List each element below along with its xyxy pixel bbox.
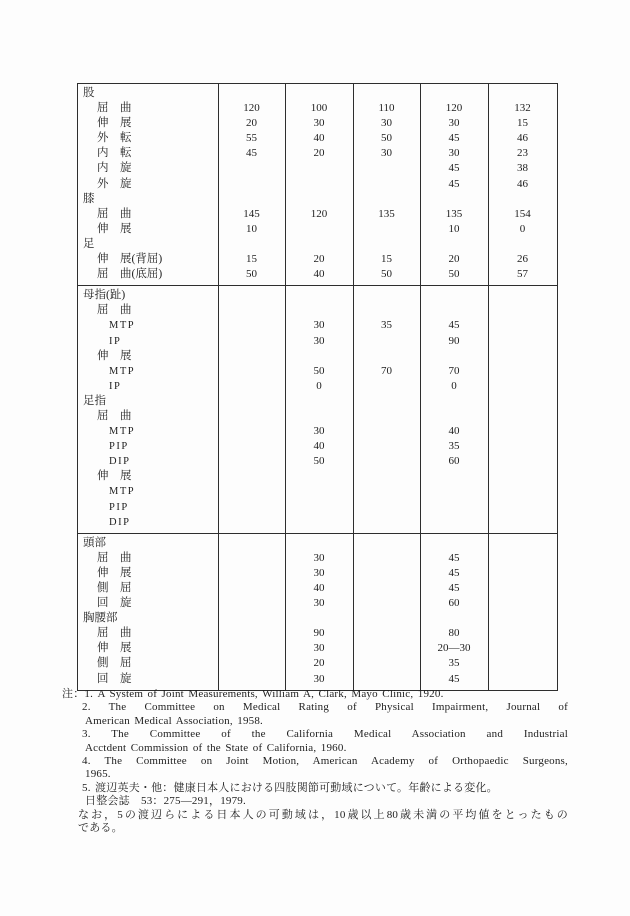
- value-cell: [420, 611, 488, 626]
- joint-rom-table: [77, 83, 558, 691]
- value-cell: 45: [448, 132, 460, 145]
- value-cell: 35: [448, 440, 460, 453]
- table-row: [78, 500, 557, 515]
- value-cell: [285, 86, 353, 101]
- value-cell: [488, 454, 557, 469]
- value-cell: [218, 349, 285, 364]
- value-cell: [353, 469, 420, 484]
- table-row: [78, 288, 557, 303]
- value-cell: [420, 409, 488, 424]
- value-cell: [353, 672, 420, 687]
- value-cell: [488, 288, 557, 303]
- value-cell: [218, 515, 285, 530]
- value-cell: [218, 318, 285, 333]
- value-cell: 30: [313, 672, 325, 685]
- value-cell: 50: [246, 268, 257, 281]
- footnote-line: 5. 渡辺英夫・他：健康日本人における四肢関節可動域について。年齢による変化。: [82, 781, 498, 794]
- value-cell: [488, 500, 557, 515]
- value-cell: [218, 439, 285, 454]
- value-cell: [353, 86, 420, 101]
- table-row: [78, 161, 557, 176]
- row-label: 回 旋: [97, 672, 132, 685]
- table-row: [78, 672, 557, 687]
- value-cell: [488, 318, 557, 333]
- value-cell: 20: [246, 117, 257, 130]
- value-cell: 45: [246, 147, 257, 160]
- footnote-line: 注：1. A System of Joint Measurements, William A, Clark, Mayo Clinic, 1920.: [62, 688, 444, 700]
- value-cell: 40: [448, 425, 460, 438]
- value-cell: [420, 86, 488, 101]
- value-cell: 132: [514, 102, 531, 115]
- value-cell: 46: [517, 177, 528, 190]
- value-cell: [488, 536, 557, 551]
- table-row: [78, 222, 557, 237]
- value-cell: [218, 641, 285, 656]
- value-cell: 30: [448, 147, 460, 160]
- table-row: [78, 267, 557, 282]
- value-cell: 30: [448, 117, 460, 130]
- value-cell: [218, 626, 285, 641]
- row-label: 屈 曲: [97, 304, 132, 317]
- value-cell: 30: [381, 147, 392, 160]
- value-cell: 40: [313, 440, 325, 453]
- table-row: [78, 424, 557, 439]
- value-cell: 120: [310, 207, 328, 220]
- value-cell: [218, 424, 285, 439]
- row-label: IP: [109, 335, 122, 347]
- table-row: [78, 641, 557, 656]
- value-cell: [353, 536, 420, 551]
- table-row: [78, 146, 557, 161]
- value-cell: [218, 581, 285, 596]
- value-cell: [218, 394, 285, 409]
- value-cell: [353, 424, 420, 439]
- value-cell: [353, 192, 420, 207]
- value-cell: [420, 237, 488, 252]
- value-cell: 120: [243, 102, 260, 115]
- value-cell: 50: [381, 268, 392, 281]
- value-cell: 20: [448, 253, 460, 266]
- value-cell: 20—30: [437, 642, 471, 655]
- row-label: MTP: [109, 426, 136, 438]
- value-cell: 30: [313, 334, 325, 347]
- row-label: DIP: [109, 456, 131, 468]
- table-section-head-trunk: [78, 533, 557, 690]
- value-cell: [218, 379, 285, 394]
- value-cell: 38: [517, 162, 528, 175]
- row-label: 伸 展: [97, 642, 132, 655]
- value-cell: [488, 424, 557, 439]
- value-cell: [488, 379, 557, 394]
- value-cell: 26: [517, 253, 528, 266]
- row-label: 外 旋: [97, 177, 132, 190]
- value-cell: 30: [313, 425, 325, 438]
- value-cell: [218, 500, 285, 515]
- value-cell: [488, 672, 557, 687]
- table-column-divider: [353, 84, 354, 690]
- footnote-line: なお，5の渡辺らによる日本人の可動域は，10歳以上80歳未満の平均値をとったもの: [78, 808, 568, 821]
- value-cell: [488, 611, 557, 626]
- value-cell: 57: [517, 268, 528, 281]
- row-label: 外 転: [97, 132, 132, 145]
- row-label: 側 屈: [97, 582, 132, 594]
- value-cell: [218, 303, 285, 318]
- table-row: [78, 349, 557, 364]
- value-cell: 30: [313, 319, 325, 332]
- value-cell: [353, 177, 420, 192]
- table-row: [78, 131, 557, 146]
- value-cell: 40: [313, 582, 325, 594]
- value-cell: [285, 177, 353, 192]
- table-row: [78, 303, 557, 318]
- value-cell: [353, 394, 420, 409]
- value-cell: [218, 237, 285, 252]
- table-row: [78, 192, 557, 207]
- value-cell: [353, 349, 420, 364]
- value-cell: [285, 394, 353, 409]
- value-cell: [353, 641, 420, 656]
- value-cell: 145: [243, 207, 260, 220]
- table-row: [78, 656, 557, 671]
- table-row: [78, 484, 557, 499]
- value-cell: [285, 192, 353, 207]
- value-cell: [420, 469, 488, 484]
- value-cell: 0: [451, 379, 457, 392]
- value-cell: 20: [313, 147, 325, 160]
- row-label: MTP: [109, 320, 136, 332]
- row-label: 膝: [83, 192, 95, 205]
- value-cell: [488, 303, 557, 318]
- table-column-divider: [488, 84, 489, 690]
- value-cell: [353, 484, 420, 499]
- value-cell: 40: [313, 268, 325, 281]
- value-cell: 20: [313, 657, 325, 670]
- value-cell: 0: [519, 222, 526, 235]
- value-cell: [285, 484, 353, 499]
- table-column-divider: [420, 84, 421, 690]
- table-row: [78, 379, 557, 394]
- value-cell: [353, 409, 420, 424]
- value-cell: [218, 192, 285, 207]
- value-cell: [353, 551, 420, 566]
- table-row: [78, 566, 557, 581]
- value-cell: [488, 409, 557, 424]
- value-cell: 45: [448, 551, 460, 564]
- row-label: 伸 展: [97, 470, 132, 483]
- value-cell: 30: [313, 117, 325, 130]
- row-label: 内 転: [97, 147, 132, 160]
- row-label: 屈 曲: [97, 207, 132, 220]
- value-cell: [488, 581, 557, 596]
- value-cell: [353, 656, 420, 671]
- value-cell: 20: [313, 253, 325, 266]
- value-cell: [285, 303, 353, 318]
- table-row: [78, 454, 557, 469]
- value-cell: 30: [313, 597, 325, 610]
- value-cell: 35: [381, 319, 392, 332]
- row-label: 伸 展: [97, 117, 132, 130]
- row-label: DIP: [109, 516, 131, 528]
- value-cell: 30: [381, 117, 392, 130]
- value-cell: 90: [313, 627, 325, 640]
- value-cell: [353, 379, 420, 394]
- row-label: 母指(趾): [83, 289, 126, 302]
- value-cell: [488, 641, 557, 656]
- table-row: [78, 334, 557, 349]
- value-cell: [218, 611, 285, 626]
- row-label: MTP: [109, 365, 136, 377]
- value-cell: [488, 192, 557, 207]
- value-cell: [218, 454, 285, 469]
- value-cell: 110: [378, 102, 395, 115]
- value-cell: [285, 536, 353, 551]
- value-cell: [218, 469, 285, 484]
- table-row: [78, 626, 557, 641]
- row-label: 頭部: [83, 536, 106, 549]
- value-cell: [488, 656, 557, 671]
- value-cell: [218, 596, 285, 611]
- value-cell: [218, 484, 285, 499]
- value-cell: [218, 656, 285, 671]
- row-label: 回 旋: [97, 597, 132, 610]
- value-cell: [488, 364, 557, 379]
- value-cell: 35: [448, 657, 460, 670]
- row-label: PIP: [109, 501, 129, 513]
- value-cell: 60: [448, 597, 460, 610]
- value-cell: 30: [313, 566, 325, 579]
- table-row: [78, 237, 557, 252]
- value-cell: [420, 484, 488, 499]
- footnote-line: American Medical Association, 1958.: [85, 714, 263, 727]
- value-cell: [353, 237, 420, 252]
- value-cell: 90: [448, 334, 460, 347]
- value-cell: 23: [517, 147, 528, 160]
- value-cell: [488, 349, 557, 364]
- value-cell: 80: [448, 627, 460, 640]
- value-cell: [218, 364, 285, 379]
- value-cell: 15: [381, 253, 392, 266]
- value-cell: [218, 566, 285, 581]
- value-cell: [218, 177, 285, 192]
- table-section-hip-knee-foot: [78, 84, 557, 285]
- value-cell: [353, 500, 420, 515]
- table-column-divider: [285, 84, 286, 690]
- row-label: PIP: [109, 441, 129, 453]
- value-cell: [488, 551, 557, 566]
- value-cell: 15: [517, 117, 528, 130]
- value-cell: 45: [448, 177, 460, 190]
- value-cell: 50: [313, 455, 325, 468]
- row-label: 伸 展: [97, 566, 132, 579]
- value-cell: [353, 454, 420, 469]
- value-cell: [285, 409, 353, 424]
- table-row: [78, 177, 557, 192]
- value-cell: 154: [514, 207, 531, 220]
- value-cell: [488, 334, 557, 349]
- table-row: [78, 611, 557, 626]
- row-label: 伸 展(背屈): [97, 253, 163, 266]
- value-cell: [353, 334, 420, 349]
- value-cell: 15: [246, 253, 257, 266]
- row-label: 胸腰部: [83, 612, 118, 625]
- value-cell: [353, 222, 420, 237]
- table-row: [78, 469, 557, 484]
- row-label: 屈 曲: [97, 102, 132, 115]
- value-cell: 10: [246, 222, 257, 235]
- table-row: [78, 394, 557, 409]
- value-cell: [353, 626, 420, 641]
- table-row: [78, 581, 557, 596]
- value-cell: 100: [310, 102, 328, 115]
- value-cell: [353, 596, 420, 611]
- row-label: 側 屈: [97, 657, 132, 670]
- value-cell: 45: [448, 319, 460, 332]
- value-cell: 135: [378, 207, 395, 220]
- value-cell: [353, 439, 420, 454]
- value-cell: [218, 672, 285, 687]
- value-cell: 45: [448, 582, 460, 594]
- value-cell: [420, 394, 488, 409]
- footnote-line: 日整会誌 53：275—291，1979.: [85, 795, 246, 808]
- value-cell: [353, 288, 420, 303]
- row-label: 内 旋: [97, 162, 132, 175]
- value-cell: 55: [246, 132, 257, 145]
- value-cell: [488, 86, 557, 101]
- value-cell: 135: [445, 207, 463, 220]
- value-cell: [218, 161, 285, 176]
- value-cell: [218, 288, 285, 303]
- value-cell: [218, 334, 285, 349]
- value-cell: [488, 626, 557, 641]
- value-cell: 120: [445, 102, 463, 115]
- table-section-toes: [78, 285, 557, 533]
- table-row: [78, 364, 557, 379]
- table-row: [78, 596, 557, 611]
- table-row: [78, 409, 557, 424]
- value-cell: [488, 566, 557, 581]
- value-cell: [420, 536, 488, 551]
- value-cell: 70: [381, 364, 392, 377]
- value-cell: [488, 439, 557, 454]
- value-cell: 45: [448, 672, 460, 685]
- value-cell: [285, 611, 353, 626]
- value-cell: [353, 611, 420, 626]
- table-row: [78, 551, 557, 566]
- footnote-line: 1965.: [85, 768, 111, 781]
- value-cell: [353, 515, 420, 530]
- footnotes: [62, 688, 568, 835]
- value-cell: 45: [448, 566, 460, 579]
- row-label: 屈 曲: [97, 551, 132, 564]
- value-cell: 0: [316, 379, 322, 392]
- row-label: 屈 曲: [97, 409, 132, 422]
- value-cell: [285, 469, 353, 484]
- value-cell: [285, 222, 353, 237]
- row-label: 伸 展: [97, 349, 132, 362]
- value-cell: [218, 409, 285, 424]
- value-cell: [420, 500, 488, 515]
- value-cell: [488, 596, 557, 611]
- table-row: [78, 536, 557, 551]
- value-cell: [488, 394, 557, 409]
- value-cell: 46: [517, 132, 528, 145]
- value-cell: [285, 349, 353, 364]
- table-row: [78, 439, 557, 454]
- footnote-line: Acctdent Commission of the State of California, 1960.: [85, 741, 347, 754]
- row-label: 屈 曲(底屈): [97, 268, 163, 281]
- value-cell: [218, 86, 285, 101]
- row-label: 足指: [83, 394, 106, 407]
- value-cell: [420, 303, 488, 318]
- value-cell: [353, 303, 420, 318]
- value-cell: [285, 237, 353, 252]
- table-row: [78, 101, 557, 116]
- value-cell: 30: [313, 642, 325, 655]
- footnote-line: 3. The Committee of the California Medical Association and Industrial: [82, 728, 568, 741]
- value-cell: 50: [381, 132, 392, 145]
- footnote-line: 4. The Committee on Joint Motion, American Academy of Orthopaedic Surgeons,: [82, 755, 568, 768]
- value-cell: [285, 515, 353, 530]
- value-cell: 30: [313, 551, 325, 564]
- value-cell: [353, 161, 420, 176]
- value-cell: 50: [313, 364, 325, 377]
- table-row: [78, 207, 557, 222]
- row-label: 足: [83, 237, 95, 250]
- table-column-divider: [218, 84, 219, 690]
- footnote-line: 2. The Committee on Medical Rating of Physical Impairment, Journal of: [82, 701, 568, 714]
- value-cell: 50: [448, 268, 460, 281]
- row-label: 股: [83, 87, 95, 99]
- table-row: [78, 515, 557, 530]
- value-cell: [488, 237, 557, 252]
- value-cell: [285, 161, 353, 176]
- value-cell: [285, 500, 353, 515]
- value-cell: 70: [448, 364, 460, 377]
- table-row: [78, 318, 557, 333]
- value-cell: [488, 484, 557, 499]
- row-label: 屈 曲: [97, 627, 132, 640]
- row-label: 伸 展: [97, 222, 132, 235]
- value-cell: [420, 349, 488, 364]
- value-cell: [488, 515, 557, 530]
- value-cell: 40: [313, 132, 325, 145]
- value-cell: 45: [448, 162, 460, 175]
- table-row: [78, 252, 557, 267]
- row-label: MTP: [109, 486, 136, 498]
- value-cell: [353, 566, 420, 581]
- value-cell: 60: [448, 455, 460, 468]
- value-cell: [218, 536, 285, 551]
- row-label: IP: [109, 380, 122, 392]
- value-cell: [353, 581, 420, 596]
- value-cell: [420, 515, 488, 530]
- value-cell: [285, 288, 353, 303]
- value-cell: [420, 288, 488, 303]
- table-row: [78, 86, 557, 101]
- value-cell: [488, 469, 557, 484]
- value-cell: [420, 192, 488, 207]
- value-cell: 10: [448, 222, 460, 235]
- value-cell: [218, 551, 285, 566]
- footnote-line: である。: [78, 822, 123, 835]
- table-row: [78, 116, 557, 131]
